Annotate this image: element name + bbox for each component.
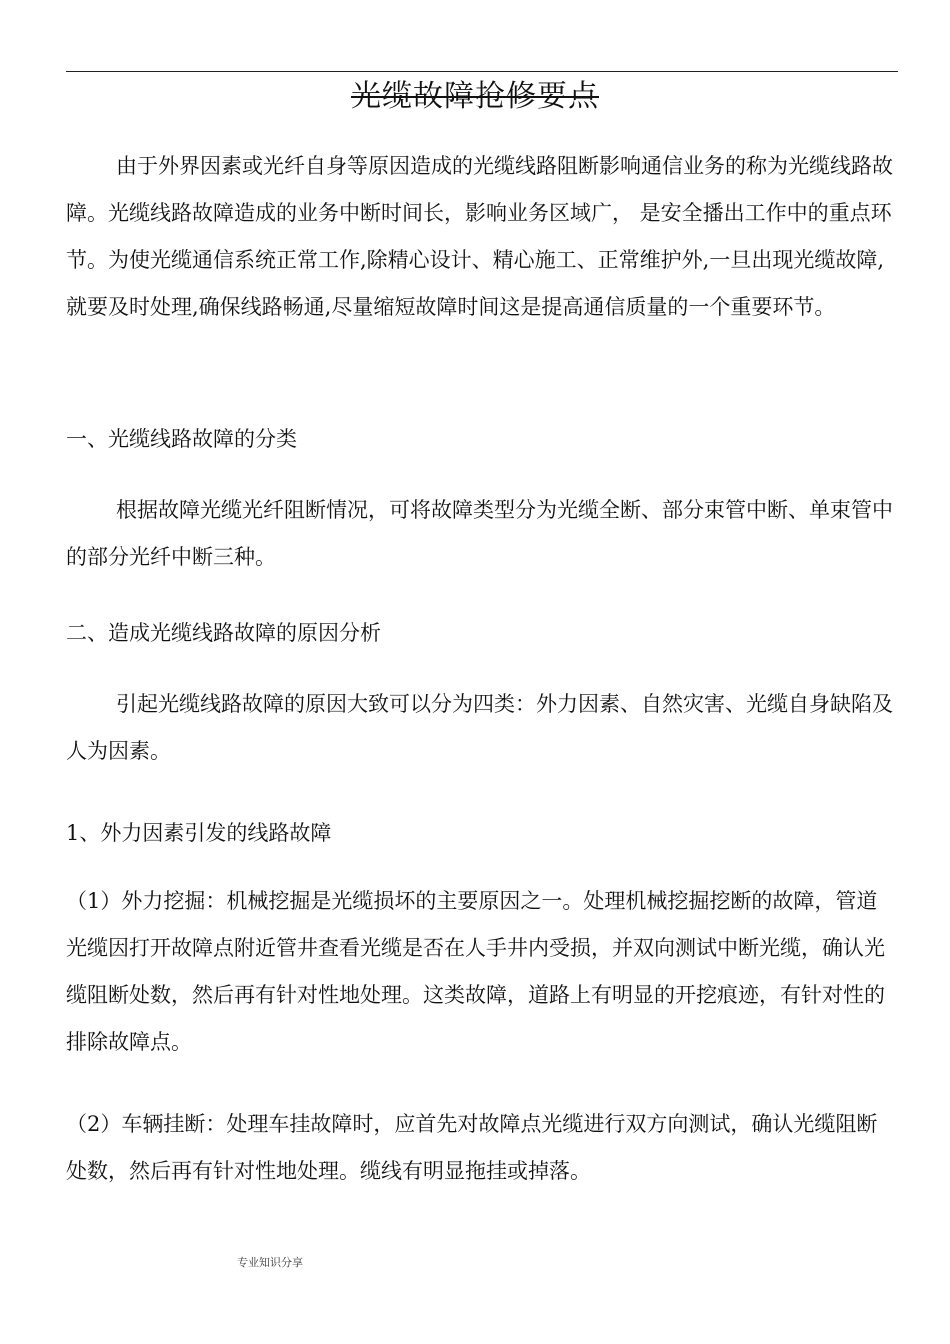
footer-note: 专业知识分享 [237,1256,303,1269]
subsection-heading-external-force: 1、外力因素引发的线路故障 [66,821,332,845]
item-excavation-paragraph: （1）外力挖掘：机械挖掘是光缆损坏的主要原因之一。处理机械挖掘挖断的故障，管道光缆因打开故障点附近管井查看光缆是否在人手井内受损，并双向测试中断光缆，确认光缆阻断处数，然后再有针对性地处理。这类故障，道路上有明显的开挖痕迹，有针对性的排除故障点。 [66,889,885,1054]
item-vehicle-paragraph: （2）车辆挂断：处理车挂故障时，应首先对故障点光缆进行双方向测试，确认光缆阻断处数，然后再有针对性地处理。缆线有明显拖挂或掉落。 [66,1112,878,1183]
section-heading-classification: 一、光缆线路故障的分类 [66,427,297,451]
header-rule [66,71,898,72]
intro-paragraph: 由于外界因素或光纤自身等原因造成的光缆线路阻断影响通信业务的称为光缆线路故障。光缆线路故障造成的业务中断时间长，影响业务区域广， 是安全播出工作中的重点环节。为使光缆通信系统正常工作,除精心设计、精心施工、正常维护外,一旦出现光缆故障,就要及时处理,确保线路畅通,尽量缩短故障时间这是提高通信质量的一个重要环节。 [66,154,893,319]
section-heading-causes: 二、造成光缆线路故障的原因分析 [66,621,381,645]
classification-paragraph: 根据故障光缆光纤阻断情况，可将故障类型分为光缆全断、部分束管中断、单束管中的部分光纤中断三种。 [66,498,893,569]
document-title: 光缆故障抢修要点 [351,79,599,114]
causes-paragraph: 引起光缆线路故障的原因大致可以分为四类：外力因素、自然灾害、光缆自身缺陷及人为因素。 [66,692,893,763]
